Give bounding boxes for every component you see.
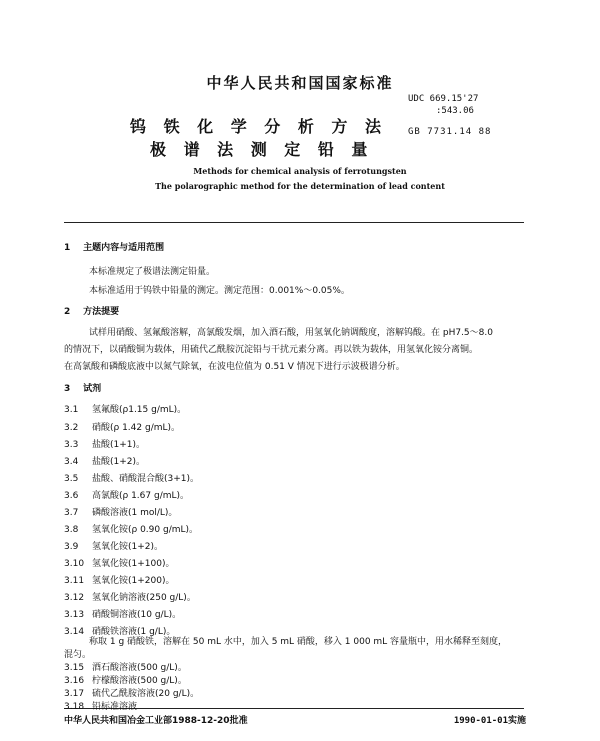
reagent-item: 3.11 氢氧化铵(1+200)。 — [64, 576, 175, 586]
reagent-item: 3.2 硝酸(ρ 1.42 g/mL)。 — [64, 423, 181, 433]
reagent-item-number: 3.16 — [64, 676, 85, 686]
section2-number: 2 — [64, 307, 71, 317]
reagent-item: 3.3 盐酸(1+1)。 — [64, 440, 146, 450]
section1-heading — [64, 240, 164, 253]
section3-heading — [64, 381, 101, 394]
reagent-item-number: 3.18 — [64, 702, 85, 712]
reagent-item: 3.13 硝酸铜溶液(10 g/L)。 — [64, 610, 182, 620]
document-title-line2: 极 谱 法 测 定 铅 量 — [150, 140, 374, 159]
section1-number: 1 — [64, 243, 71, 253]
reagent-item — [64, 699, 137, 712]
reagent-note-line1: 称取 1 g 硝酸铁，溶解在 50 mL 水中，加入 5 mL 硝酸，移入 1 000 mL 容量瓶中，用水稀释至刻度， — [89, 637, 508, 647]
header-divider — [64, 222, 524, 223]
national-standard-title: 中华人民共和国国家标准 — [206, 74, 394, 92]
udc-line1: UDC 669.15'27 — [408, 94, 479, 104]
reagent-item-text: 铅标准溶液 — [92, 702, 138, 712]
section1-title: 主题内容与适用范围 — [83, 243, 165, 253]
section2-heading — [64, 304, 119, 317]
english-title-line1: Methods for chemical analysis of ferrotungsten — [193, 166, 407, 176]
reagent-item: 3.10 氢氧化铵(1+100)。 — [64, 559, 175, 569]
reagent-item: 3.9 氢氧化铵(1+2)。 — [64, 542, 164, 552]
section3-number: 3 — [64, 384, 71, 394]
reagent-item: 3.5 盐酸、硝酸混合酸(3+1)。 — [64, 474, 200, 484]
reagent-item: 3.12 氢氧化钠溶液(250 g/L)。 — [64, 593, 196, 603]
reagent-item: 3.8 氢氧化铵(ρ 0.90 g/mL)。 — [64, 525, 199, 535]
reagent-item — [64, 686, 199, 699]
reagent-item-text: 酒石酸溶液(500 g/L)。 — [92, 663, 187, 673]
reagent-item-number: 3.15 — [64, 663, 85, 673]
reagent-note-line2: 混匀。 — [64, 650, 92, 660]
section3-title: 试剂 — [83, 384, 102, 394]
reagent-item: 3.7 磷酸溶液(1 mol/L)。 — [64, 508, 178, 518]
english-title-line2: The polarographic method for the determination of lead content — [155, 181, 445, 191]
reagent-item: 3.4 盐酸(1+2)。 — [64, 457, 146, 467]
section1-para1: 本标准规定了极谱法测定铅量。 — [89, 267, 216, 277]
udc-line2: :543.06 — [436, 106, 474, 116]
section2-title: 方法提要 — [83, 307, 120, 317]
section1-para2: 本标准适用于钨铁中铅量的测定。测定范围：0.001%～0.05%。 — [89, 286, 350, 296]
gb-number: GB 7731.14 88 — [408, 127, 492, 137]
section2-line3: 在高氯酸和磷酸底液中以氮气除氧，在波电位值为 0.51 V 情况下进行示波极谱分析。 — [64, 362, 405, 372]
reagent-item-text: 柠檬酸溶液(500 g/L)。 — [92, 676, 187, 686]
reagent-item: 3.6 高氯酸(ρ 1.67 g/mL)。 — [64, 491, 190, 501]
approval-text: 中华人民共和国冶金工业部1988-12-20批准 — [64, 716, 248, 726]
reagent-item-text: 硫代乙酰胺溶液(20 g/L)。 — [92, 689, 200, 699]
reagent-item — [64, 660, 187, 673]
section2-line1: 试样用硝酸、氢氟酸溶解，高氯酸发烟，加入酒石酸，用氢氧化钠调酸度，溶解钨酸。在 pH7.5～8.0 — [89, 328, 493, 338]
section2-line2: 的情况下，以硝酸铜为载体，用硫代乙酰胺沉淀铅与干扰元素分离。再以铁为载体，用氢氧化铵分离铜。 — [64, 345, 479, 355]
reagent-item — [64, 673, 187, 686]
implementation-date: 1990-01-01实施 — [453, 716, 526, 726]
udc-code — [408, 93, 478, 117]
document-title-line1: 钨 铁 化 学 分 析 方 法 — [130, 117, 387, 136]
reagent-item: 3.14 硝酸铁溶液(1 g/L)。 — [64, 627, 176, 637]
reagent-item-number: 3.17 — [64, 689, 85, 699]
reagent-item: 3.1 氢氟酸(ρ1.15 g/mL)。 — [64, 405, 187, 415]
